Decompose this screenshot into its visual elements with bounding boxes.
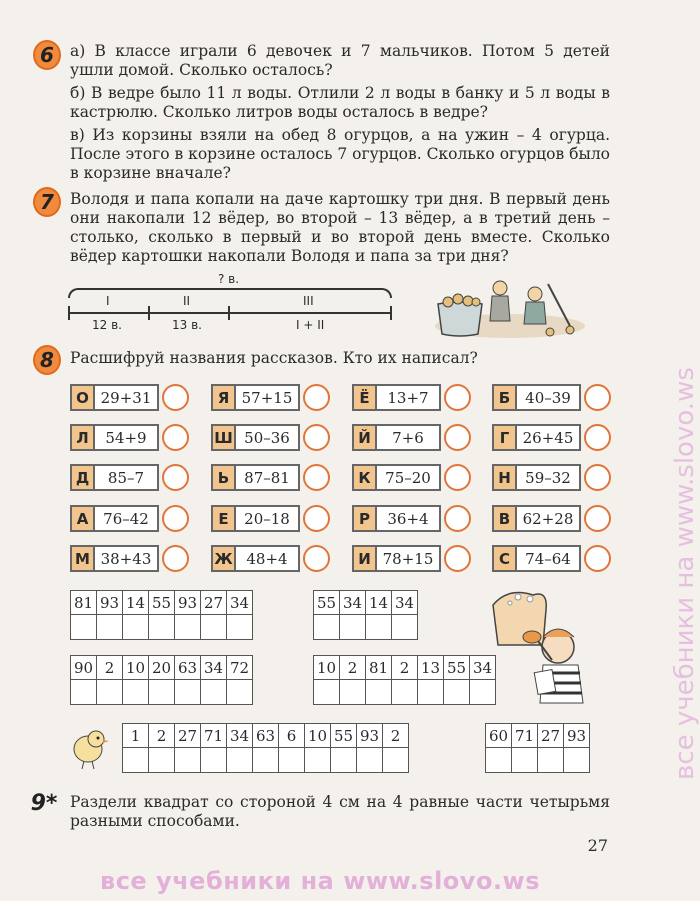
cipher-cell <box>211 505 330 532</box>
task7-text: Володя и папа копали на даче картошку три дня. В первый день они накопали 12 вёдер, во второй – 13 вёдер, а в третий день – столько, сколько в первый и во второй день вместе. Сколько вёдер картошки накопали Володя и папа за три дня? <box>70 190 610 265</box>
cipher-expression: 40–39 <box>517 384 581 411</box>
cipher-cell <box>352 464 471 491</box>
answer-table <box>70 590 253 640</box>
cipher-cell <box>352 545 471 572</box>
answer-letter-cell[interactable] <box>357 748 383 773</box>
answer-letter-cell[interactable] <box>97 615 123 640</box>
code-number-cell: 13 <box>418 656 444 680</box>
answer-letter-cell[interactable] <box>149 615 175 640</box>
answer-letter-cell[interactable] <box>71 680 97 705</box>
answer-letter-cell[interactable] <box>383 748 409 773</box>
task-number-badge: 7 <box>33 187 61 217</box>
diagram-tick <box>390 306 392 320</box>
cipher-letter: О <box>70 384 95 411</box>
answer-circle[interactable] <box>162 424 189 451</box>
cipher-cell <box>70 384 189 411</box>
answer-circle[interactable] <box>444 424 471 451</box>
cipher-expression: 26+45 <box>517 424 581 451</box>
diagram-total-label: ? в. <box>218 272 240 286</box>
answer-letter-cell[interactable] <box>175 615 201 640</box>
answer-letter-cell[interactable] <box>201 748 227 773</box>
code-number-cell: 93 <box>175 591 201 615</box>
diagram-segment-label: III <box>303 294 314 308</box>
code-number-cell: 20 <box>149 656 175 680</box>
answer-circle[interactable] <box>162 545 189 572</box>
answer-letter-cell[interactable] <box>279 748 305 773</box>
code-number-cell: 55 <box>444 656 470 680</box>
answer-circle[interactable] <box>303 505 330 532</box>
cipher-cell <box>492 424 611 451</box>
potato-digging-illustration <box>430 266 590 346</box>
cipher-letter: Ж <box>211 545 236 572</box>
cipher-expression: 7+6 <box>377 424 441 451</box>
answer-letter-cell[interactable] <box>366 615 392 640</box>
code-number-cell: 14 <box>123 591 149 615</box>
answer-circle[interactable] <box>162 384 189 411</box>
cipher-expression: 13+7 <box>377 384 441 411</box>
cipher-cell <box>492 545 611 572</box>
cipher-cell <box>211 545 330 572</box>
cipher-letter: К <box>352 464 377 491</box>
code-number-cell: 60 <box>486 724 512 748</box>
answer-letter-cell[interactable] <box>340 680 366 705</box>
cipher-expression: 50–36 <box>236 424 300 451</box>
cipher-cell <box>70 424 189 451</box>
code-number-cell: 34 <box>470 656 496 680</box>
code-number-cell: 10 <box>314 656 340 680</box>
answer-circle[interactable] <box>444 464 471 491</box>
cipher-expression: 75–20 <box>377 464 441 491</box>
task8-text: Расшифруй названия рассказов. Кто их написал? <box>70 349 478 367</box>
cipher-expression: 57+15 <box>236 384 300 411</box>
code-number-cell: 27 <box>538 724 564 748</box>
answer-letter-cell[interactable] <box>253 748 279 773</box>
cipher-expression: 59–32 <box>517 464 581 491</box>
code-number-cell: 2 <box>149 724 175 748</box>
answer-letter-cell[interactable] <box>227 748 253 773</box>
cipher-letter: Г <box>492 424 517 451</box>
answer-table <box>485 723 590 773</box>
code-number-cell: 2 <box>340 656 366 680</box>
cipher-cell <box>492 505 611 532</box>
code-number-cell: 63 <box>253 724 279 748</box>
answer-letter-cell[interactable] <box>314 615 340 640</box>
cipher-cell <box>211 384 330 411</box>
answer-letter-cell[interactable] <box>392 615 418 640</box>
chick-illustration <box>66 725 110 771</box>
answer-letter-cell[interactable] <box>175 748 201 773</box>
answer-circle[interactable] <box>584 545 611 572</box>
watermark-side: все учебники на www.slovo.ws <box>670 367 700 780</box>
answer-letter-cell[interactable] <box>123 748 149 773</box>
cipher-expression: 78+15 <box>377 545 441 572</box>
cipher-cell <box>211 424 330 451</box>
cipher-expression: 38+43 <box>95 545 159 572</box>
answer-circle[interactable] <box>303 384 330 411</box>
task-number-badge: 6 <box>33 40 61 70</box>
answer-table <box>313 655 496 705</box>
diagram-segment-label: II <box>183 294 191 308</box>
answer-letter-cell[interactable] <box>201 680 227 705</box>
code-number-cell: 6 <box>279 724 305 748</box>
code-number-cell: 55 <box>314 591 340 615</box>
cipher-expression: 54+9 <box>95 424 159 451</box>
answer-letter-cell[interactable] <box>305 748 331 773</box>
answer-circle[interactable] <box>444 505 471 532</box>
code-number-cell: 10 <box>123 656 149 680</box>
diagram-sublabel: 12 в. <box>92 318 122 332</box>
answer-circle[interactable] <box>444 545 471 572</box>
answer-circle[interactable] <box>444 384 471 411</box>
code-number-cell: 2 <box>392 656 418 680</box>
answer-letter-cell[interactable] <box>366 680 392 705</box>
answer-letter-cell[interactable] <box>486 748 512 773</box>
answer-letter-cell[interactable] <box>175 680 201 705</box>
cipher-cell <box>352 384 471 411</box>
diagram-line <box>68 312 392 314</box>
answer-letter-cell[interactable] <box>149 748 175 773</box>
code-number-cell: 14 <box>366 591 392 615</box>
cipher-letter: Ь <box>211 464 236 491</box>
cipher-letter: А <box>70 505 95 532</box>
cipher-expression: 36+4 <box>377 505 441 532</box>
code-number-cell: 34 <box>201 656 227 680</box>
code-number-cell: 63 <box>175 656 201 680</box>
task-number-badge: 9* <box>30 790 58 816</box>
task6-part-a: а) В классе играли 6 девочек и 7 мальчиков. Потом 5 детей ушли домой. Сколько осталось? <box>70 42 610 79</box>
cipher-cell <box>492 384 611 411</box>
answer-table <box>122 723 409 773</box>
cipher-expression: 29+31 <box>95 384 159 411</box>
cipher-cell <box>352 505 471 532</box>
cipher-cell <box>492 464 611 491</box>
answer-letter-cell[interactable] <box>97 680 123 705</box>
cipher-expression: 76–42 <box>95 505 159 532</box>
answer-circle[interactable] <box>303 464 330 491</box>
answer-letter-cell[interactable] <box>227 615 253 640</box>
answer-circle[interactable] <box>584 505 611 532</box>
code-number-cell: 93 <box>97 591 123 615</box>
code-number-cell: 81 <box>366 656 392 680</box>
code-number-cell: 55 <box>149 591 175 615</box>
cipher-letter: Р <box>352 505 377 532</box>
code-number-cell: 71 <box>201 724 227 748</box>
task6-part-c: в) Из корзины взяли на обед 8 огурцов, а на ужин – 4 огурца. После этого в корзине осталось 7 огурцов. Сколько огурцов было в корзине вначале? <box>70 126 610 182</box>
answer-table <box>70 655 253 705</box>
cipher-letter: М <box>70 545 95 572</box>
cipher-expression: 48+4 <box>236 545 300 572</box>
answer-letter-cell[interactable] <box>340 615 366 640</box>
cipher-letter: Я <box>211 384 236 411</box>
code-number-cell: 34 <box>340 591 366 615</box>
answer-circle[interactable] <box>584 384 611 411</box>
cipher-letter: Ш <box>211 424 236 451</box>
cipher-letter: Ё <box>352 384 377 411</box>
code-number-cell: 1 <box>123 724 149 748</box>
cipher-expression: 85–7 <box>95 464 159 491</box>
answer-letter-cell[interactable] <box>538 748 564 773</box>
cipher-expression: 20–18 <box>236 505 300 532</box>
code-number-cell: 34 <box>227 591 253 615</box>
code-number-cell: 34 <box>227 724 253 748</box>
answer-circle[interactable] <box>303 424 330 451</box>
answer-letter-cell[interactable] <box>564 748 590 773</box>
cipher-cell <box>70 505 189 532</box>
cipher-letter: Л <box>70 424 95 451</box>
code-number-cell: 90 <box>71 656 97 680</box>
code-number-cell: 10 <box>305 724 331 748</box>
diagram-segment-label: I <box>106 294 110 308</box>
cipher-letter: В <box>492 505 517 532</box>
cipher-letter: Б <box>492 384 517 411</box>
boy-with-spoon-illustration <box>488 585 608 705</box>
cipher-letter: Н <box>492 464 517 491</box>
answer-letter-cell[interactable] <box>392 680 418 705</box>
cipher-letter: Й <box>352 424 377 451</box>
task-number-badge: 8 <box>33 345 61 375</box>
code-number-cell: 27 <box>201 591 227 615</box>
diagram-brace <box>68 288 392 298</box>
answer-circle[interactable] <box>584 424 611 451</box>
answer-letter-cell[interactable] <box>227 680 253 705</box>
answer-circle[interactable] <box>162 464 189 491</box>
diagram-sublabel: I + II <box>296 318 325 332</box>
cipher-expression: 62+28 <box>517 505 581 532</box>
cipher-expression: 87–81 <box>236 464 300 491</box>
answer-letter-cell[interactable] <box>512 748 538 773</box>
answer-letter-cell[interactable] <box>149 680 175 705</box>
task6-part-b: б) В ведре было 11 л воды. Отлили 2 л воды в банку и 5 л воды в кастрюлю. Сколько литров воды осталось в ведре? <box>70 84 610 121</box>
page-number: 27 <box>587 836 608 855</box>
cipher-cell <box>352 424 471 451</box>
diagram-tick <box>68 306 70 320</box>
answer-circle[interactable] <box>162 505 189 532</box>
code-number-cell: 93 <box>564 724 590 748</box>
answer-letter-cell[interactable] <box>201 615 227 640</box>
answer-circle[interactable] <box>584 464 611 491</box>
cipher-cell <box>70 545 189 572</box>
cipher-letter: С <box>492 545 517 572</box>
code-number-cell: 71 <box>512 724 538 748</box>
cipher-letter: И <box>352 545 377 572</box>
task9-text: Раздели квадрат со стороной 4 см на 4 равные части четырьмя разными способами. <box>70 793 610 830</box>
answer-letter-cell[interactable] <box>314 680 340 705</box>
watermark-bottom: все учебники на www.slovo.ws <box>100 867 540 895</box>
diagram-sublabel: 13 в. <box>172 318 202 332</box>
code-number-cell: 72 <box>227 656 253 680</box>
code-number-cell: 55 <box>331 724 357 748</box>
cipher-cell <box>211 464 330 491</box>
answer-letter-cell[interactable] <box>444 680 470 705</box>
cipher-cell <box>70 464 189 491</box>
answer-table <box>313 590 418 640</box>
code-number-cell: 2 <box>383 724 409 748</box>
answer-letter-cell[interactable] <box>331 748 357 773</box>
answer-letter-cell[interactable] <box>418 680 444 705</box>
code-number-cell: 2 <box>97 656 123 680</box>
code-number-cell: 93 <box>357 724 383 748</box>
code-number-cell: 27 <box>175 724 201 748</box>
cipher-expression: 74–64 <box>517 545 581 572</box>
code-number-cell: 81 <box>71 591 97 615</box>
cipher-letter: Е <box>211 505 236 532</box>
segment-diagram <box>68 272 392 332</box>
diagram-tick <box>148 306 150 320</box>
answer-letter-cell[interactable] <box>71 615 97 640</box>
diagram-tick <box>228 306 230 320</box>
code-number-cell: 34 <box>392 591 418 615</box>
cipher-letter: Д <box>70 464 95 491</box>
answer-circle[interactable] <box>303 545 330 572</box>
answer-letter-cell[interactable] <box>123 615 149 640</box>
answer-letter-cell[interactable] <box>123 680 149 705</box>
